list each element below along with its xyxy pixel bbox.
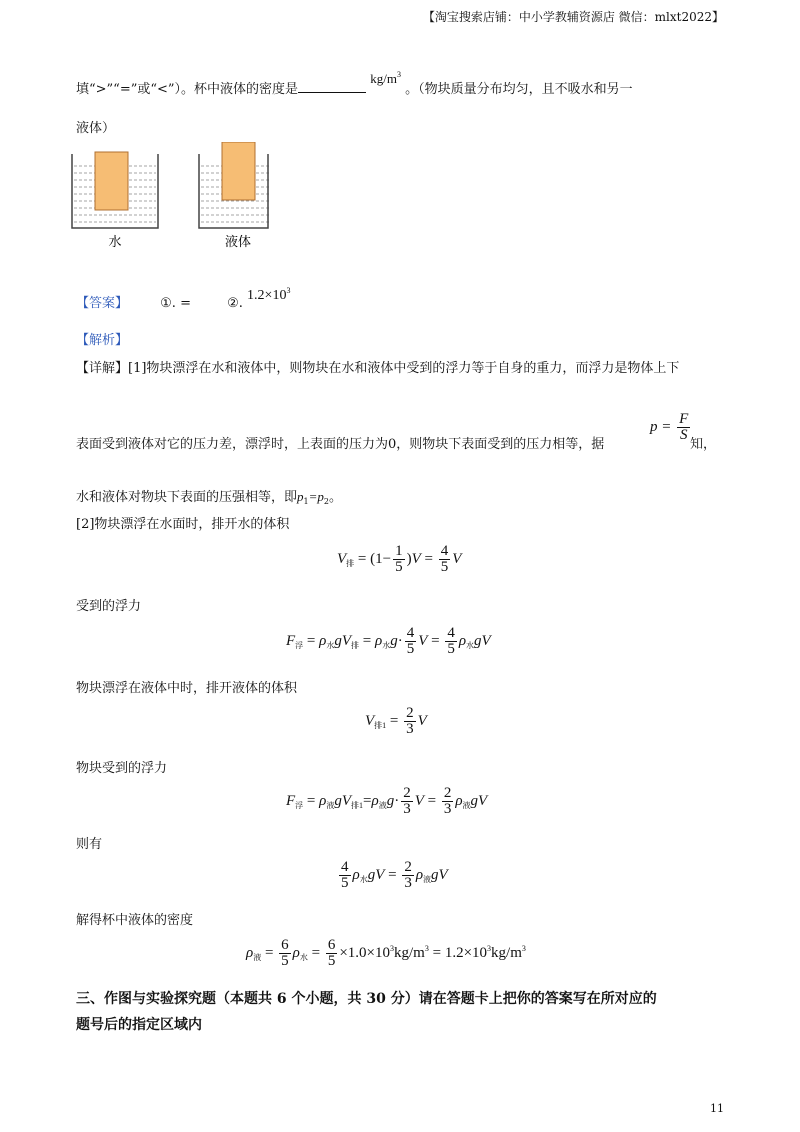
p3-text: 水和液体对物块下表面的压强相等，即 xyxy=(76,490,298,505)
p3-end: 。 xyxy=(328,490,342,505)
label-then: 则有 xyxy=(76,837,103,852)
header-shop-text: 【淘宝搜索店铺：中小学教辅资源店 微信：mlxt2022】 xyxy=(422,10,724,24)
answer-2-label: ②. xyxy=(227,296,243,311)
pressure-den: S xyxy=(679,427,688,443)
p2-end: 知， xyxy=(690,437,717,452)
pressure-formula xyxy=(650,412,692,443)
section3-line-1: 三、作图与实验探究题（本题共 6 个小题，共 30 分）请在答题卡上把你的答案写在所对应的 xyxy=(76,991,657,1007)
equation-v-displaced: $V_排 = (1-$ $\frac{1}{5}$ )V = $\frac{4}{5}$ V xyxy=(337,543,462,575)
density-unit xyxy=(370,71,401,86)
buoyancy-figure xyxy=(70,142,270,254)
equation-density-result: $\rho_液$ = $\frac{6}{5}$ $\rho_水$ = $\frac{6}{5}$ $\times 1.0\times 10^3kg/m^3 = 1.2\times 10^3kg/m^3$ xyxy=(246,937,526,969)
analysis-p4: [2]物块漂浮在水面时，排开水的体积 xyxy=(76,517,290,532)
answer-2-value xyxy=(247,288,290,303)
equation-equality: $\frac{4}{5}$ $\rho_水gV$ = $\frac{2}{3}$ $\rho_液gV$ xyxy=(341,859,448,891)
unit-exp: 3 xyxy=(396,70,401,79)
answer-tag: 【答案】 xyxy=(76,296,129,311)
question-text-a: 填“>”“=”或“<”）。杯中液体的密度是 xyxy=(76,82,299,97)
answer-line xyxy=(76,286,291,313)
analysis-p1 xyxy=(76,360,679,378)
section3-line-2: 题号后的指定区域内 xyxy=(76,1017,202,1033)
equation-v-displaced-liquid: $V_{排1}$ = $\frac{2}{3}$ V xyxy=(365,705,427,737)
question-text-b: 。（物块质量分布均匀，且不吸水和另一 xyxy=(405,82,633,97)
question-line-2: 液体） xyxy=(76,121,116,136)
analysis-p5: 物块漂浮在液体中时，排开液体的体积 xyxy=(76,681,298,696)
p3-sub2: 2 xyxy=(323,497,329,506)
answer-1: ①. = xyxy=(160,296,191,311)
answer-blank xyxy=(298,80,366,93)
analysis-p2: 表面受到液体对它的压力差，漂浮时，上表面的压力为0，则物块下表面受到的压力相等，据 xyxy=(76,437,605,452)
block-in-liquid xyxy=(222,142,255,200)
block-in-water xyxy=(95,152,128,210)
water-label: 水 xyxy=(108,235,122,250)
liquid-beaker xyxy=(199,142,270,228)
pressure-num: F xyxy=(679,411,689,427)
pressure-lhs: p = xyxy=(650,418,672,435)
answer-2-mantissa: 1.2×10 xyxy=(247,288,287,303)
water-beaker xyxy=(72,152,158,228)
label-buoyancy-1: 受到的浮力 xyxy=(76,599,142,614)
unit-text: kg/m xyxy=(370,71,397,86)
liquid-label: 液体 xyxy=(224,235,252,250)
p1-text: [1]物块漂浮在水和液体中，则物块在水和液体中受到的浮力等于自身的重力，而浮力是物体上下 xyxy=(128,361,680,376)
p3-sub1: 1 xyxy=(303,497,309,506)
analysis-tag: 【解析】 xyxy=(76,333,129,348)
label-buoyancy-2: 物块受到的浮力 xyxy=(76,761,168,776)
equation-buoyancy-liquid: $F_浮 = \rho_液gV_{排1}=\rho_液g\cdot$ $\frac{2}{3}$ V = $\frac{2}{3}$ $\rho_液gV$ xyxy=(286,785,488,817)
label-solve: 解得杯中液体的密度 xyxy=(76,913,194,928)
equation-buoyancy-water: $F_浮 = \rho_水gV_排 = \rho_水g\cdot$ $\frac{4}{5}$ V = $\frac{4}{5}$ $\rho_水gV$ xyxy=(286,625,491,657)
page-number: 11 xyxy=(710,1102,724,1115)
analysis-p3 xyxy=(76,488,342,511)
detail-tag: 【详解】 xyxy=(76,361,129,376)
p3-p: p xyxy=(297,489,304,504)
p3-eq: =p xyxy=(308,489,324,504)
answer-2-exp: 3 xyxy=(286,286,291,295)
question-line-1 xyxy=(76,70,633,99)
